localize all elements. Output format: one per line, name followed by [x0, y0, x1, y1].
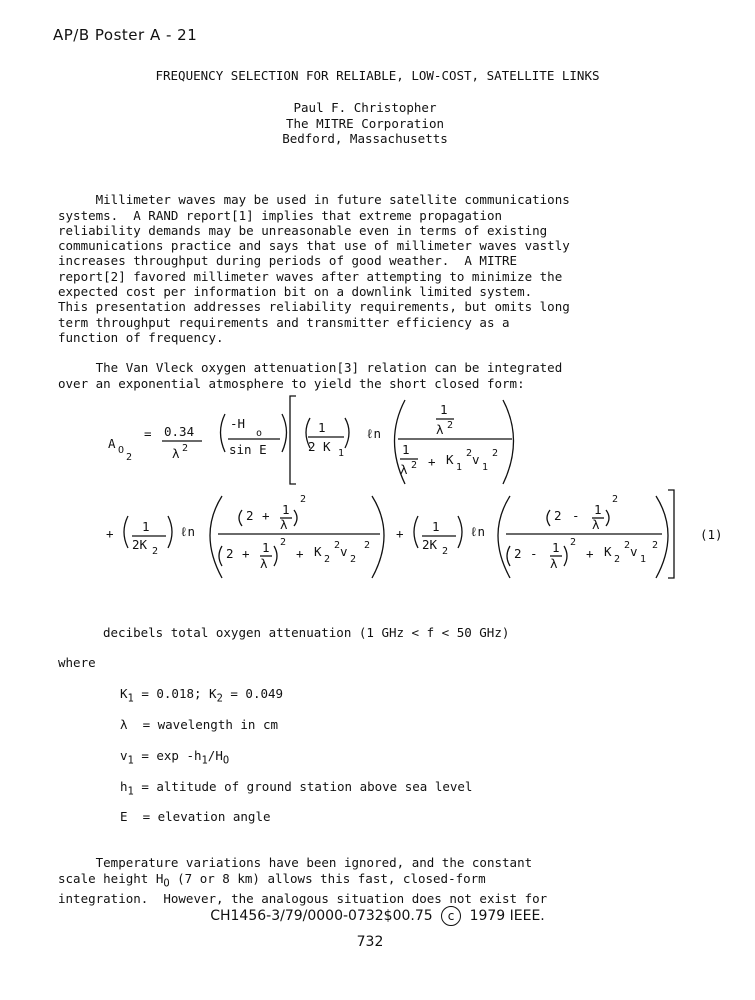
- paragraph-1: [58, 177, 698, 361]
- eq-v-c-sub: 1: [640, 554, 647, 565]
- conference-header: AP/B Poster A - 21: [53, 26, 198, 44]
- eq-lhs-sub2: 2: [126, 452, 133, 463]
- text-span: (7 or 8 km) allows this fast, closed-form: [169, 870, 486, 886]
- def-k1-symbol: K: [120, 686, 128, 701]
- h-subscript: O: [163, 877, 170, 890]
- text-line: integration. However, the analogous situation does not exist for: [58, 891, 548, 907]
- eq-v-c-sq: 2: [652, 540, 659, 551]
- eq-twok-b: 2K: [422, 537, 438, 552]
- def-h1: [120, 779, 472, 798]
- eq-one-i: 1: [552, 540, 560, 555]
- eq-plus-e: +: [296, 546, 304, 561]
- text-line: Temperature variations have been ignored, and the constant: [58, 855, 533, 871]
- text-line: [58, 871, 698, 892]
- eq-v-a: v: [472, 452, 480, 467]
- def-k1-value: = 0.018; K: [133, 686, 217, 701]
- def-e: E = elevation angle: [120, 809, 271, 824]
- text-line: term throughput requirements and transmitter efficiency as a: [58, 314, 510, 330]
- eq-k-c-sub: 2: [614, 554, 621, 565]
- eq-k-c-sq: 2: [624, 540, 631, 551]
- page-number: 732: [356, 934, 384, 950]
- text-line: expected cost per information bit on a downlink limited system.: [58, 284, 533, 300]
- def-lambda: λ = wavelength in cm: [120, 717, 279, 732]
- eq-plus-f: +: [396, 526, 404, 541]
- def-v-over: /H: [207, 748, 223, 763]
- where-label: where: [58, 655, 96, 670]
- eq-sq-b: 2: [447, 420, 454, 431]
- def-k1-sub: 1: [127, 692, 134, 705]
- eq-v-c: v: [630, 544, 638, 559]
- eq-sq-e: 2: [280, 537, 287, 548]
- eq-one-a: 1: [318, 420, 326, 435]
- eq-two-a: 2: [246, 508, 254, 523]
- copyright-footer: [0, 906, 755, 926]
- def-v-ho-sub: O: [222, 754, 230, 767]
- eq-ln-a: ℓn: [366, 426, 382, 441]
- eq-one-g: 1: [432, 519, 440, 534]
- eq-lhs-sub: O: [118, 445, 125, 456]
- eq-lambda: λ: [172, 446, 180, 461]
- text-line: systems. A RAND report[1] implies that extreme propagation: [58, 207, 503, 223]
- eq-lambda-f: λ: [592, 517, 600, 532]
- eq-sin-e: sin E: [229, 442, 267, 457]
- eq-v-a-sub: 1: [482, 462, 489, 473]
- eq-plus-a: +: [428, 454, 436, 469]
- eq-one-e: 1: [282, 502, 290, 517]
- text-line: Millimeter waves may be used in future satellite communications: [58, 192, 570, 208]
- eq-twok-a: 2K: [132, 537, 148, 552]
- copyright-year: 1979 IEEE.: [469, 908, 545, 924]
- eq-plus-d: +: [242, 546, 250, 561]
- eq-lambda-d: λ: [280, 517, 288, 532]
- author-name: Paul F. Christopher: [293, 100, 437, 115]
- eq-one-f: 1: [262, 540, 270, 555]
- def-k2-sub: 2: [216, 692, 223, 705]
- eq-ln-b: ℓn: [180, 524, 196, 539]
- eq-v-b: v: [340, 544, 348, 559]
- text-line: function of frequency.: [58, 329, 224, 345]
- eq-k-b: K: [314, 544, 322, 559]
- eq-plus-c: +: [262, 508, 270, 523]
- eq-two-b: 2: [226, 546, 234, 561]
- eq-lambda-g: λ: [550, 556, 558, 571]
- eq-k-c: K: [604, 544, 612, 559]
- def-h-symbol: h: [120, 779, 128, 794]
- eq-plus-g: +: [586, 546, 594, 561]
- def-h-sub: 1: [127, 785, 134, 798]
- text-line: The Van Vleck oxygen attenuation[3] relation can be integrated: [58, 360, 563, 376]
- text-line: over an exponential atmosphere to yield the short closed form:: [58, 375, 525, 391]
- oxygen-attenuation-equation: [0, 386, 755, 586]
- author-org: The MITRE Corporation: [285, 116, 445, 131]
- def-h-text: = altitude of ground station above sea level: [133, 779, 473, 794]
- def-v1: [120, 748, 229, 767]
- eq-twok-a-sub: 2: [152, 546, 159, 557]
- eq-v-b-sq: 2: [364, 540, 371, 551]
- eq-lhs: A: [108, 436, 116, 451]
- eq-one-d: 1: [142, 519, 150, 534]
- eq-ln-c: ℓn: [470, 524, 486, 539]
- eq-lambda-e: λ: [260, 556, 268, 571]
- def-k-constants: [120, 686, 283, 705]
- text-line: This presentation addresses reliability requirements, but omits long: [58, 299, 570, 315]
- eq-two-k: 2 K: [308, 439, 331, 454]
- eq-one-c: 1: [402, 442, 410, 457]
- eq-h-sub: o: [256, 428, 263, 439]
- eq-k-a-sq: 2: [466, 448, 473, 459]
- def-k2-value: = 0.049: [222, 686, 284, 701]
- text-line: reliability demands may be unreasonable even in terms of existing: [58, 222, 548, 238]
- eq-v-b-sub: 2: [350, 554, 357, 565]
- equation-number: (1): [700, 527, 723, 542]
- eq-lambda-b: λ: [436, 422, 444, 437]
- eq-sq-c: 2: [411, 460, 418, 471]
- eq-k-b-sq: 2: [334, 540, 341, 551]
- eq-equals: =: [144, 426, 152, 441]
- paper-title: FREQUENCY SELECTION FOR RELIABLE, LOW-COST, SATELLITE LINKS: [155, 68, 600, 83]
- ieee-code: CH1456-3/79/0000-0732$00.75: [210, 908, 433, 924]
- text-line: report[2] favored millimeter waves after attempting to minimize the: [58, 268, 563, 284]
- eq-k-a-sub: 1: [456, 462, 463, 473]
- eq-v-a-sq: 2: [492, 448, 499, 459]
- eq-k-b-sub: 2: [324, 554, 331, 565]
- def-v-exp: = exp -h: [133, 748, 202, 763]
- eq-one-h: 1: [594, 502, 602, 517]
- eq-sq: 2: [182, 443, 189, 454]
- copyright-icon: c: [441, 906, 461, 926]
- def-v-h-sub: 1: [201, 754, 208, 767]
- eq-two-d: 2: [514, 546, 522, 561]
- def-v-sub: 1: [127, 754, 134, 767]
- eq-sq-f: 2: [612, 494, 619, 505]
- eq-plus-b: +: [106, 526, 114, 541]
- text-line: communications practice and says that use of millimeter waves vastly: [58, 238, 570, 254]
- eq-twok-b-sub: 2: [442, 546, 449, 557]
- eq-k-a: K: [446, 452, 454, 467]
- eq-coef: 0.34: [164, 424, 195, 439]
- eq-lambda-c: λ: [400, 462, 408, 477]
- eq-minus-b: -: [530, 546, 538, 561]
- eq-k-sub1: 1: [338, 448, 345, 459]
- text-line: increases throughput during periods of good weather. A MITRE: [58, 253, 518, 269]
- text-span: scale height H: [58, 870, 164, 886]
- equation-caption: decibels total oxygen attenuation (1 GHz < f < 50 GHz): [103, 625, 510, 640]
- author-location: Bedford, Massachusetts: [282, 131, 448, 146]
- eq-one-b: 1: [440, 402, 448, 417]
- eq-minus-a: -: [572, 508, 580, 523]
- eq-neg-h: -H: [230, 416, 246, 431]
- def-v-symbol: v: [120, 748, 128, 763]
- eq-sq-g: 2: [570, 537, 577, 548]
- eq-sq-d: 2: [300, 494, 307, 505]
- eq-two-c: 2: [554, 508, 562, 523]
